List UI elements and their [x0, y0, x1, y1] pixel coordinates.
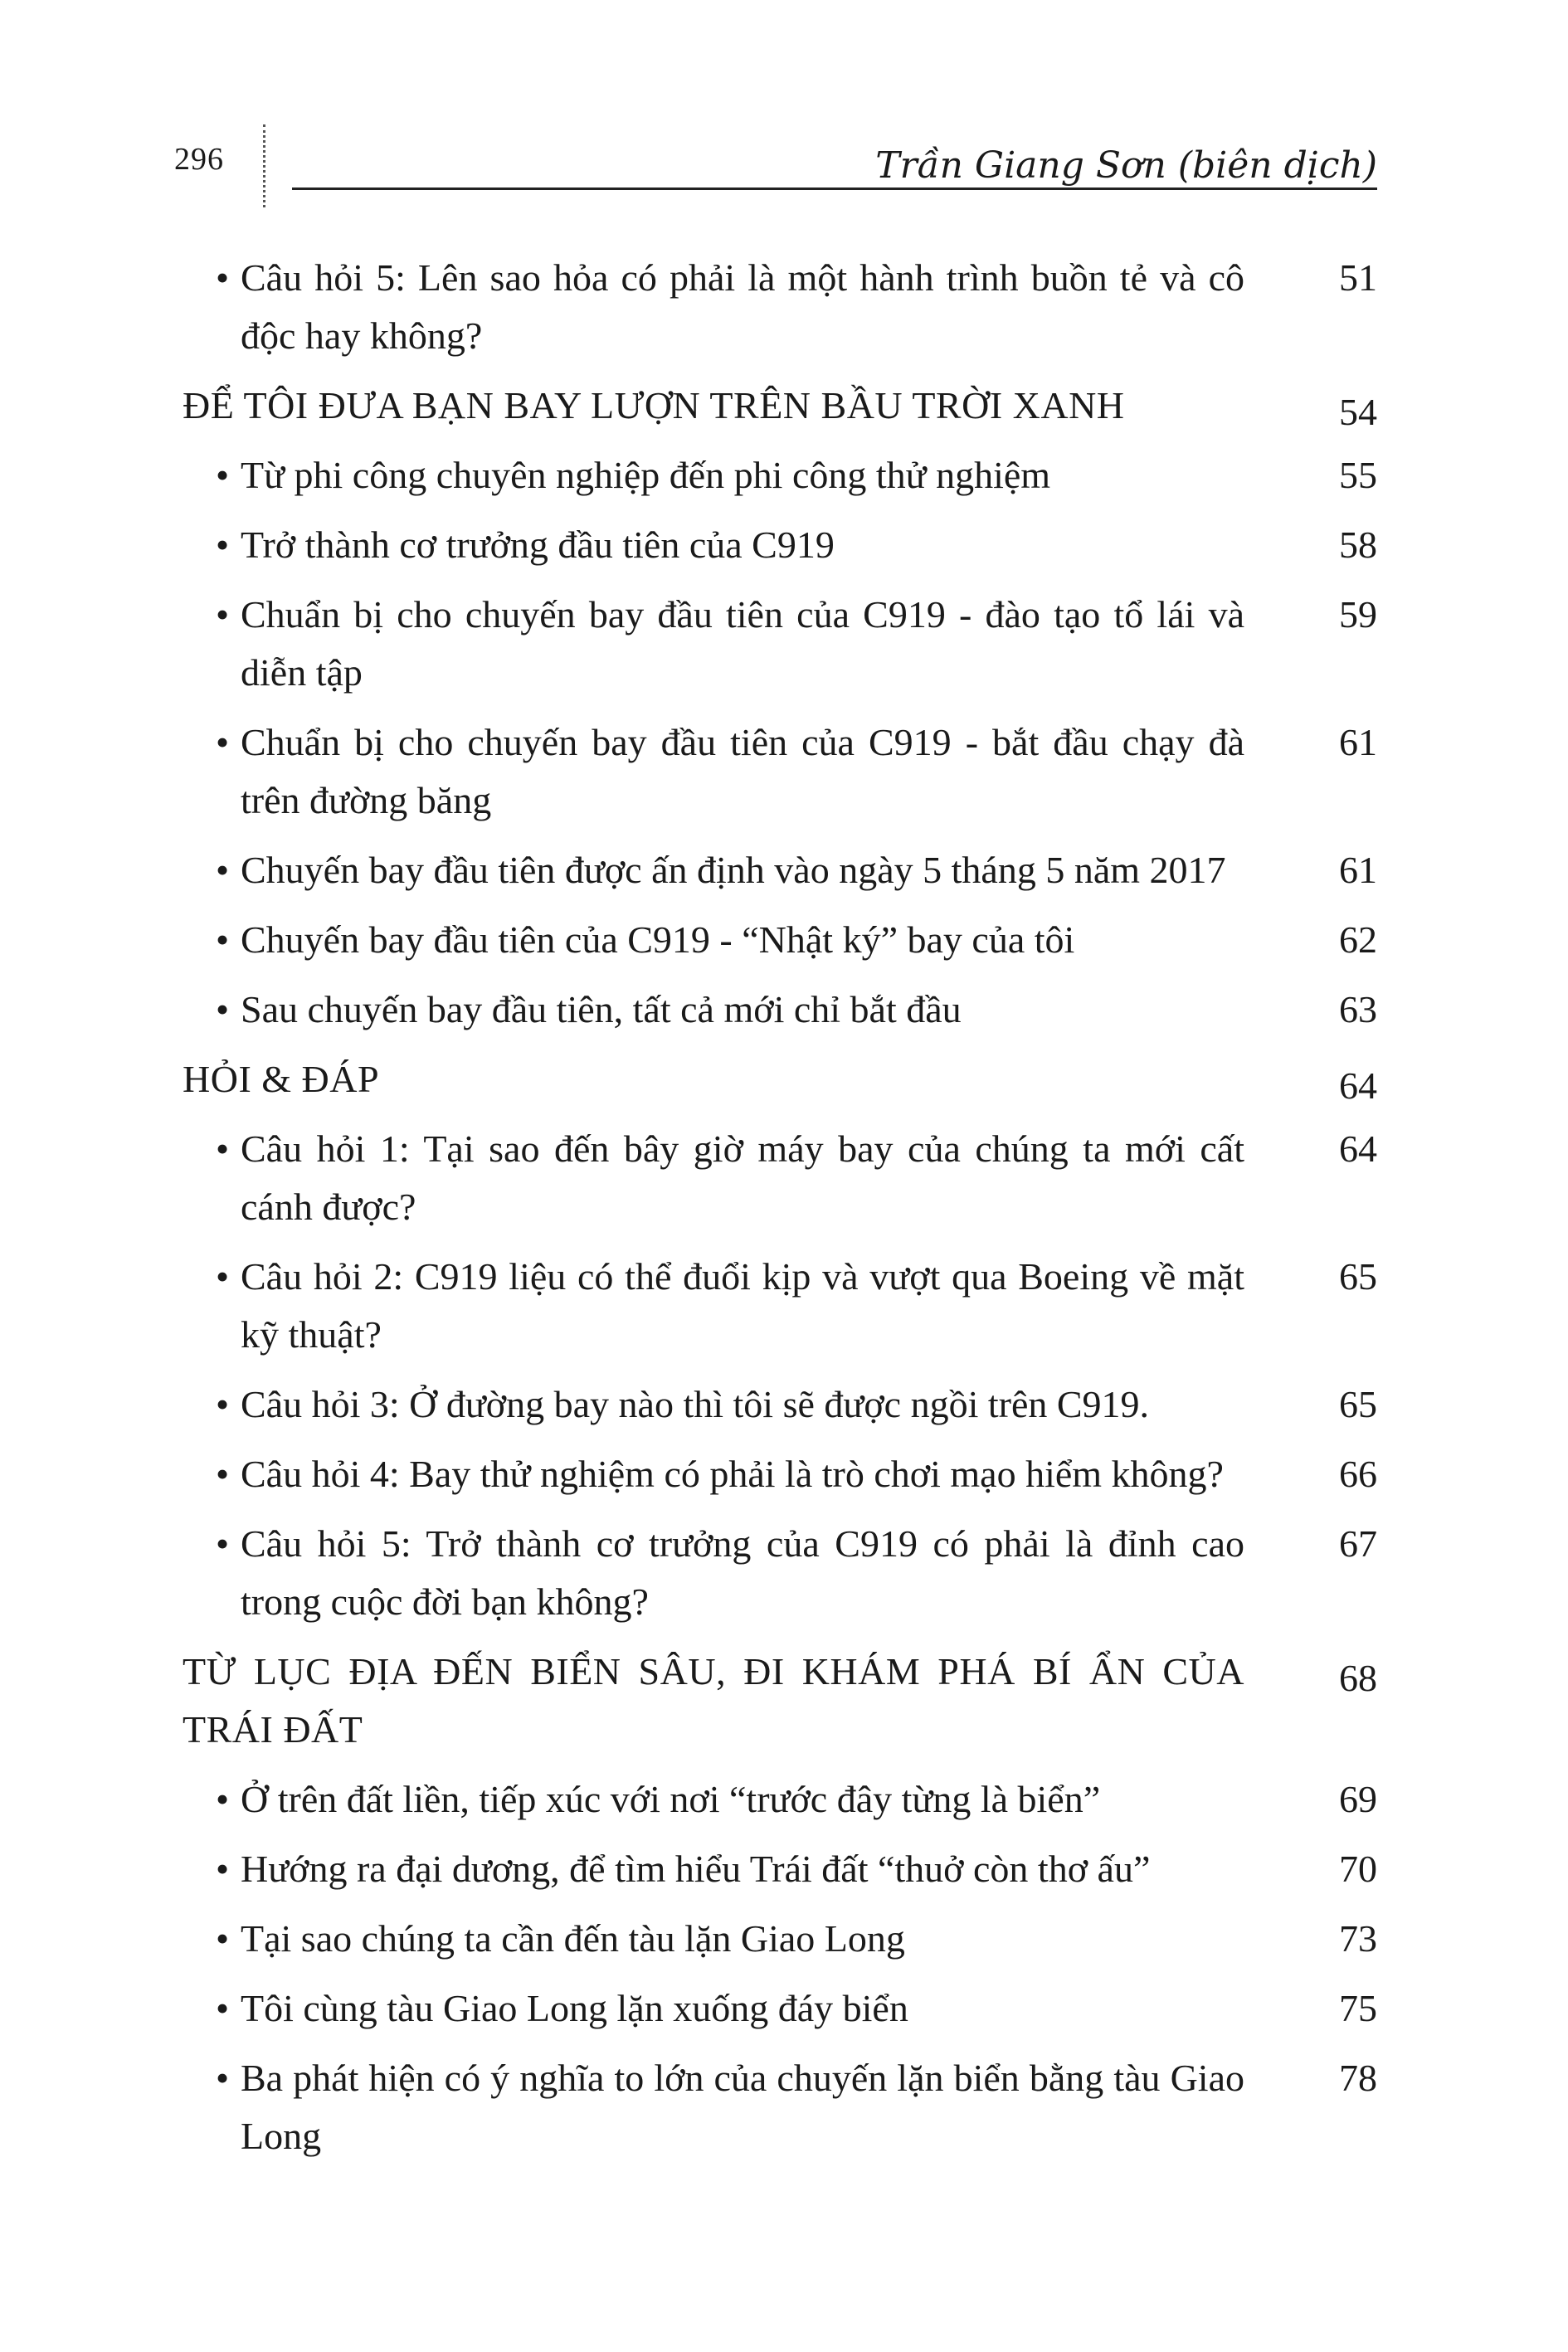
- running-header: [166, 133, 1377, 199]
- toc-entry-page: 78: [1339, 2057, 1377, 2099]
- toc-entry-page: 70: [1339, 1848, 1377, 1890]
- toc-entry-title: Ở trên đất liền, tiếp xúc với nơi “trước đây từng là biển”: [241, 1778, 1101, 1820]
- toc-entry-page: 64: [1339, 1127, 1377, 1170]
- bullet-icon: •: [216, 1522, 230, 1565]
- toc-entry-page: 63: [1339, 988, 1377, 1030]
- bullet-icon: •: [216, 1127, 230, 1170]
- toc-entry-title: Tôi cùng tàu Giao Long lặn xuống đáy biển: [241, 1987, 908, 2029]
- toc-entry: [183, 1840, 1377, 1898]
- running-title: Trần Giang Sơn (biên dịch): [875, 144, 1377, 187]
- toc-entry-title: Câu hỏi 3: Ở đường bay nào thì tôi sẽ được ngồi trên C919.: [241, 1383, 1150, 1425]
- toc-entry-page: 61: [1339, 721, 1377, 763]
- toc-entry: [183, 1376, 1377, 1434]
- toc-entry-page: 65: [1339, 1383, 1377, 1425]
- toc-entry: [183, 586, 1377, 702]
- table-of-contents: [183, 249, 1377, 2177]
- toc-entry-page: 65: [1339, 1255, 1377, 1298]
- toc-entry-page: 66: [1339, 1453, 1377, 1495]
- toc-entry-page: 67: [1339, 1522, 1377, 1565]
- toc-entry-title: Câu hỏi 2: C919 liệu có thể đuổi kịp và vượt qua Boeing về mặt kỹ thuật?: [241, 1255, 1244, 1356]
- bullet-icon: •: [216, 1383, 230, 1425]
- toc-entry-title: Câu hỏi 5: Trở thành cơ trưởng của C919 có phải là đỉnh cao trong cuộc đời bạn không?: [241, 1522, 1244, 1623]
- toc-entry-page: 58: [1339, 523, 1377, 566]
- page-number: 296: [174, 142, 224, 177]
- toc-entry-title: ĐỂ TÔI ĐƯA BẠN BAY LƯỢN TRÊN BẦU TRỜI XANH: [183, 384, 1125, 426]
- toc-entry-title: Từ phi công chuyên nghiệp đến phi công thử nghiệm: [241, 454, 1051, 496]
- toc-entry-title: Câu hỏi 5: Lên sao hỏa có phải là một hành trình buồn tẻ và cô độc hay không?: [241, 256, 1244, 357]
- toc-entry: [183, 713, 1377, 830]
- bullet-icon: •: [216, 454, 230, 496]
- bullet-icon: •: [216, 523, 230, 566]
- toc-entry-title: Câu hỏi 1: Tại sao đến bây giờ máy bay của chúng ta mới cất cánh được?: [241, 1127, 1244, 1228]
- bullet-icon: •: [216, 918, 230, 961]
- toc-entry-title: Trở thành cơ trưởng đầu tiên của C919: [241, 523, 835, 566]
- toc-entry-page: 75: [1339, 1987, 1377, 2029]
- toc-entry: [183, 1445, 1377, 1503]
- toc-section-heading: [183, 1050, 1377, 1108]
- bullet-icon: •: [216, 1917, 230, 1960]
- toc-entry: [183, 249, 1377, 365]
- toc-entry: [183, 1120, 1377, 1236]
- bullet-icon: •: [216, 2057, 230, 2099]
- toc-section-heading: [183, 1643, 1377, 1759]
- header-rule: [292, 187, 1377, 190]
- bullet-icon: •: [216, 593, 230, 635]
- bullet-icon: •: [216, 256, 230, 299]
- bullet-icon: •: [216, 721, 230, 763]
- toc-entry-title: HỎI & ĐÁP: [183, 1058, 380, 1100]
- toc-entry-page: 61: [1339, 849, 1377, 891]
- toc-entry: [183, 446, 1377, 504]
- toc-entry-page: 62: [1339, 918, 1377, 961]
- toc-section-heading: [183, 377, 1377, 435]
- toc-entry-title: Chuyến bay đầu tiên của C919 - “Nhật ký” bay của tôi: [241, 918, 1075, 961]
- toc-entry-title: Chuyến bay đầu tiên được ấn định vào ngày 5 tháng 5 năm 2017: [241, 849, 1226, 891]
- toc-entry: [183, 1515, 1377, 1631]
- toc-entry: [183, 1979, 1377, 2038]
- bullet-icon: •: [216, 1848, 230, 1890]
- header-divider: [263, 124, 265, 207]
- toc-entry: [183, 2049, 1377, 2165]
- toc-entry-page: 55: [1339, 454, 1377, 496]
- bullet-icon: •: [216, 1778, 230, 1820]
- toc-entry-title: Chuẩn bị cho chuyến bay đầu tiên của C919 - bắt đầu chạy đà trên đường băng: [241, 721, 1244, 821]
- bullet-icon: •: [216, 988, 230, 1030]
- toc-entry: [183, 841, 1377, 899]
- bullet-icon: •: [216, 1255, 230, 1298]
- toc-entry-title: Sau chuyến bay đầu tiên, tất cả mới chỉ bắt đầu: [241, 988, 962, 1030]
- toc-entry-page: 59: [1339, 593, 1377, 635]
- toc-entry-page: 54: [1339, 391, 1377, 433]
- toc-entry-page: 68: [1339, 1657, 1377, 1699]
- toc-entry-title: Hướng ra đại dương, để tìm hiểu Trái đất “thuở còn thơ ấu”: [241, 1848, 1151, 1890]
- bullet-icon: •: [216, 1987, 230, 2029]
- toc-entry-title: Câu hỏi 4: Bay thử nghiệm có phải là trò chơi mạo hiểm không?: [241, 1453, 1224, 1495]
- toc-entry: [183, 1910, 1377, 1968]
- bullet-icon: •: [216, 1453, 230, 1495]
- toc-entry-page: 64: [1339, 1064, 1377, 1107]
- toc-entry-page: 69: [1339, 1778, 1377, 1820]
- toc-entry: [183, 911, 1377, 969]
- toc-entry-title: TỪ LỤC ĐỊA ĐẾN BIỂN SÂU, ĐI KHÁM PHÁ BÍ ẨN CỦA TRÁI ĐẤT: [183, 1650, 1244, 1751]
- toc-entry: [183, 981, 1377, 1039]
- bullet-icon: •: [216, 849, 230, 891]
- toc-entry-title: Ba phát hiện có ý nghĩa to lớn của chuyến lặn biển bằng tàu Giao Long: [241, 2057, 1244, 2157]
- toc-entry-page: 51: [1339, 256, 1377, 299]
- toc-entry: [183, 516, 1377, 574]
- toc-entry: [183, 1770, 1377, 1829]
- toc-entry-title: Chuẩn bị cho chuyến bay đầu tiên của C919 - đào tạo tổ lái và diễn tập: [241, 593, 1244, 694]
- toc-entry: [183, 1248, 1377, 1364]
- toc-entry-page: 73: [1339, 1917, 1377, 1960]
- toc-entry-title: Tại sao chúng ta cần đến tàu lặn Giao Long: [241, 1917, 905, 1960]
